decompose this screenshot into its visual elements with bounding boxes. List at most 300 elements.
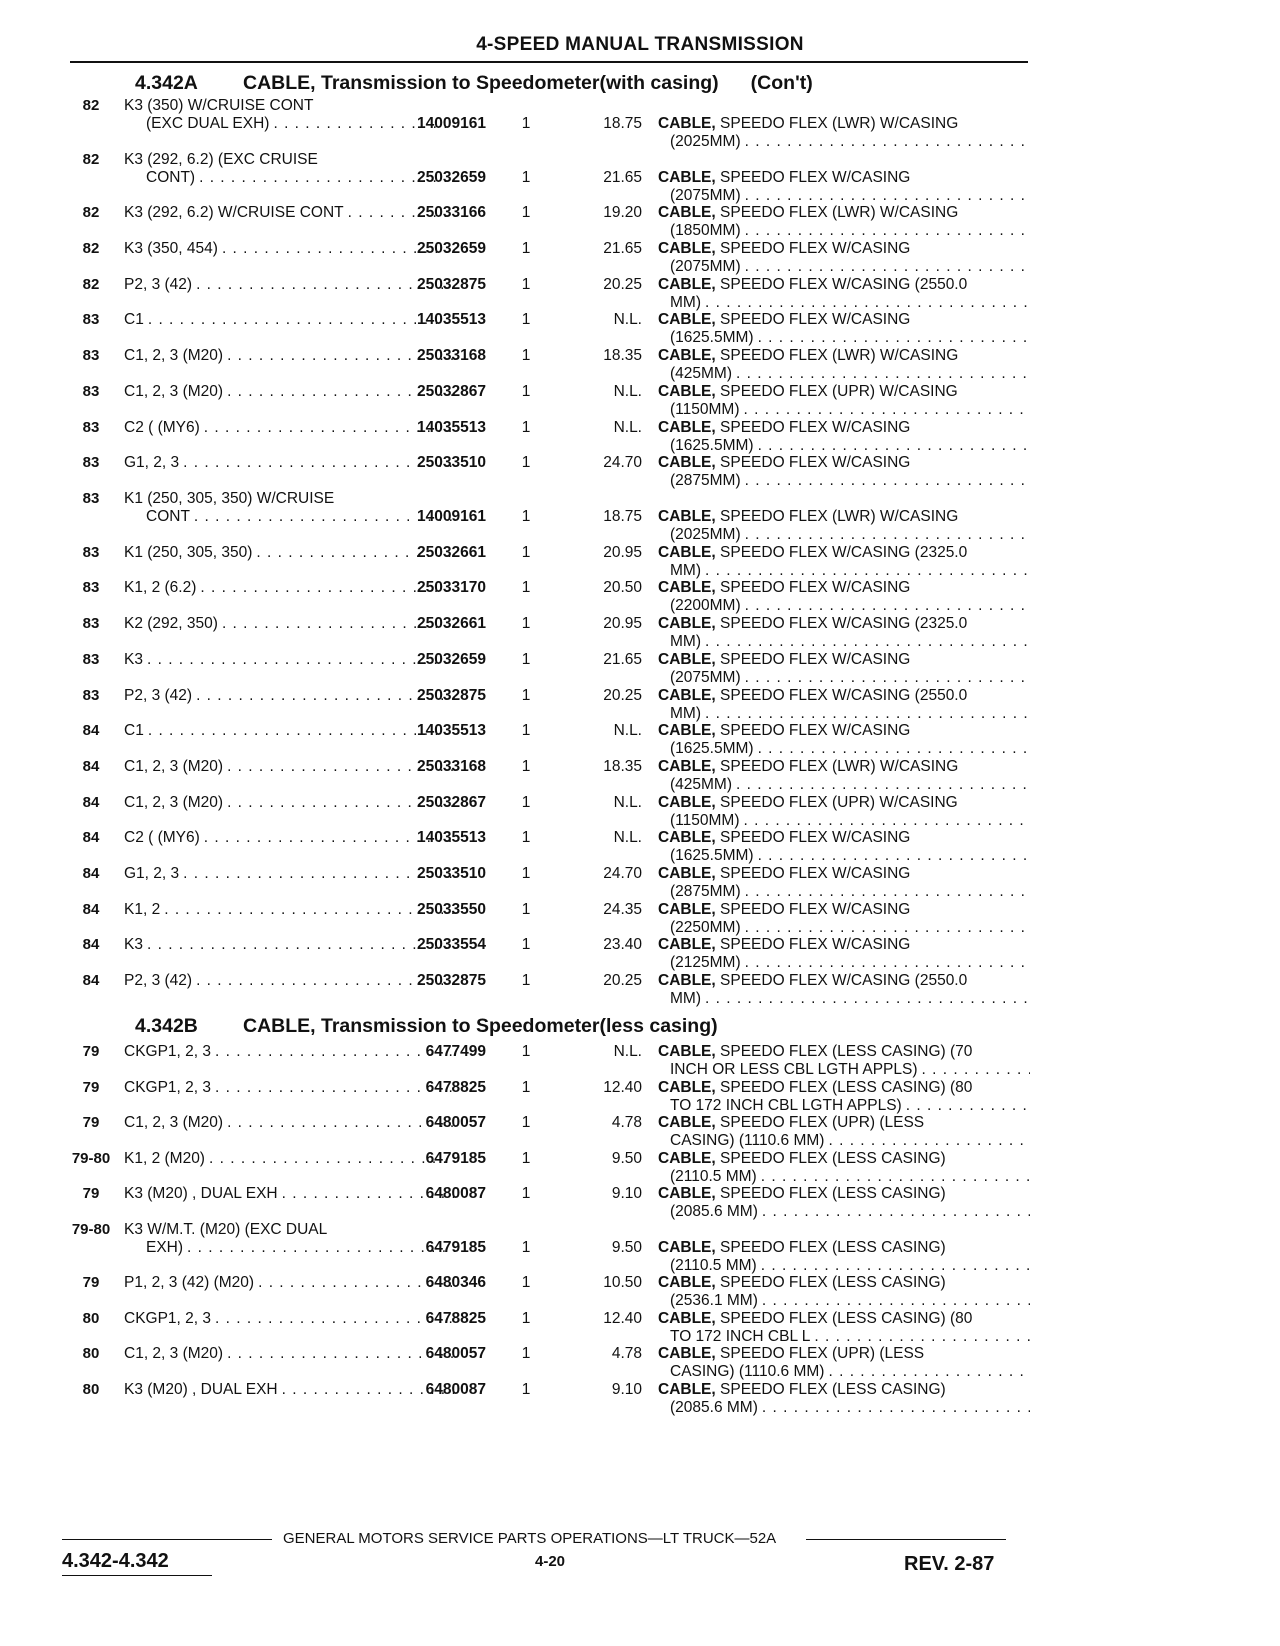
dot-leader — [758, 847, 1030, 865]
description-line — [658, 901, 1034, 919]
section-heading — [135, 72, 813, 95]
quantity: 1 — [521, 651, 531, 668]
description-line — [658, 1274, 1034, 1292]
part-number: 25033510 — [417, 454, 486, 471]
dot-leader — [705, 294, 1030, 312]
description-line — [658, 347, 1034, 365]
price: 18.75 — [603, 115, 642, 132]
part-number: 25032875 — [417, 276, 486, 293]
dot-leader — [705, 990, 1030, 1008]
description-line-text: MM) — [670, 705, 701, 722]
dot-leader — [745, 472, 1030, 490]
part-number: 25032659 — [417, 169, 486, 186]
description-text: SPEEDO FLEX W/CASING — [720, 419, 911, 436]
price: 4.78 — [611, 1345, 642, 1362]
application-line-text: C1 — [124, 722, 144, 739]
application-line-text: EXH) — [146, 1239, 184, 1256]
part-number: 14035513 — [417, 311, 486, 328]
description-line-text: (2125MM) — [670, 954, 741, 971]
price: N.L. — [613, 311, 642, 328]
description-text: SPEEDO FLEX (LESS CASING) — [720, 1150, 946, 1167]
figure-number: 83 — [82, 651, 100, 668]
description-line-text: (2085.6 MM) — [670, 1399, 758, 1416]
description-line — [658, 865, 1034, 883]
figure-number: 83 — [82, 419, 100, 436]
application-line-text: K3 — [124, 651, 143, 668]
dot-leader — [736, 776, 1030, 794]
dot-leader — [906, 1097, 1030, 1115]
figure-number: 79 — [82, 1274, 100, 1291]
dot-leader — [745, 919, 1030, 937]
dot-leader — [814, 1328, 1030, 1346]
description-line — [658, 972, 1034, 990]
dot-leader — [762, 1203, 1030, 1221]
part-number: 6479185 — [425, 1150, 486, 1167]
quantity: 1 — [521, 544, 531, 561]
table-row — [62, 1043, 1032, 1079]
part-number: 25032875 — [417, 687, 486, 704]
figure-number: 84 — [82, 972, 100, 989]
price: 23.40 — [603, 936, 642, 953]
description-noun: CABLE, — [658, 758, 716, 775]
description-cell — [658, 169, 1034, 205]
price: 10.50 — [603, 1274, 642, 1291]
description-cell — [658, 508, 1034, 544]
description-cell — [658, 454, 1034, 490]
price: 9.10 — [611, 1185, 642, 1202]
price: 24.70 — [603, 454, 642, 471]
description-line — [658, 1292, 1034, 1310]
application-line-text: (EXC DUAL EXH) — [146, 115, 270, 132]
application-line-text: K2 (292, 350) — [124, 615, 218, 632]
description-text: SPEEDO FLEX (UPR) (LESS — [720, 1114, 925, 1131]
dot-leader — [705, 705, 1030, 723]
dot-leader — [758, 740, 1030, 758]
footer-rule-bottom — [62, 1575, 212, 1576]
description-line-text: (2025MM) — [670, 526, 741, 543]
description-noun: CABLE, — [658, 311, 716, 328]
description-cell — [658, 419, 1034, 455]
description-text: SPEEDO FLEX (LWR) W/CASING — [720, 115, 959, 132]
description-line-text: (2075MM) — [670, 258, 741, 275]
part-number: 25032659 — [417, 240, 486, 257]
description-noun: CABLE, — [658, 722, 716, 739]
section-title: CABLE, Transmission to Speedometer(less casing) — [243, 1015, 718, 1037]
description-line — [658, 1203, 1034, 1221]
description-line-text: MM) — [670, 990, 701, 1007]
price: 18.35 — [603, 347, 642, 364]
quantity: 1 — [521, 276, 531, 293]
application-line: K3 (350) W/CRUISE CONT — [124, 97, 314, 114]
quantity: 1 — [521, 829, 531, 846]
price: 18.75 — [603, 508, 642, 525]
figure-number: 79-80 — [71, 1150, 111, 1167]
application-line-text: C1, 2, 3 (M20) — [124, 383, 224, 400]
quantity: 1 — [521, 454, 531, 471]
description-line — [658, 990, 1034, 1008]
part-number: 25032659 — [417, 651, 486, 668]
dot-leader — [761, 1168, 1030, 1186]
dot-leader — [762, 1399, 1030, 1417]
description-line — [658, 722, 1034, 740]
description-line — [658, 936, 1034, 954]
dot-leader — [745, 669, 1030, 687]
quantity: 1 — [521, 1114, 531, 1131]
description-line — [658, 472, 1034, 490]
section-code: 4.342A — [135, 72, 198, 94]
description-line — [658, 187, 1034, 205]
description-text: SPEEDO FLEX (LESS CASING) (70 — [720, 1043, 973, 1060]
dot-leader — [762, 1292, 1030, 1310]
description-line-text: TO 172 INCH CBL L — [670, 1328, 811, 1345]
price: 21.65 — [603, 651, 642, 668]
description-noun: CABLE, — [658, 1239, 716, 1256]
figure-number: 82 — [82, 151, 100, 168]
description-line — [658, 579, 1034, 597]
quantity: 1 — [521, 1274, 531, 1291]
description-text: SPEEDO FLEX (LESS CASING) — [720, 1185, 946, 1202]
figure-number: 84 — [82, 722, 100, 739]
description-line — [658, 1381, 1034, 1399]
dot-leader — [745, 526, 1030, 544]
part-number: 14035513 — [417, 722, 486, 739]
description-line — [658, 311, 1034, 329]
quantity: 1 — [521, 758, 531, 775]
table-row — [62, 97, 1032, 150]
description-cell — [658, 240, 1034, 276]
description-line — [658, 1097, 1034, 1115]
application-line-text: CKGP1, 2, 3 — [124, 1310, 212, 1327]
application-line: K1 (250, 305, 350) W/CRUISE — [124, 490, 335, 507]
description-cell — [658, 579, 1034, 615]
table-row — [62, 901, 1032, 937]
application-line-text: CONT) — [146, 169, 196, 186]
quantity: 1 — [521, 115, 531, 132]
description-line — [658, 829, 1034, 847]
description-cell — [658, 901, 1034, 937]
figure-number: 80 — [82, 1310, 100, 1327]
section-title: CABLE, Transmission to Speedometer(with casing) — [243, 72, 719, 94]
description-text: SPEEDO FLEX (LESS CASING) — [720, 1274, 946, 1291]
description-line — [658, 1168, 1034, 1186]
dot-leader — [745, 133, 1030, 151]
application-line-text: CONT — [146, 508, 190, 525]
description-line — [658, 222, 1034, 240]
description-line — [658, 1114, 1034, 1132]
figure-number: 79-80 — [71, 1221, 111, 1238]
part-number: 25032661 — [417, 615, 486, 632]
description-line-text: (425MM) — [670, 776, 733, 793]
table-row — [62, 311, 1032, 347]
description-line — [658, 1239, 1034, 1257]
description-line-text: CASING) (1110.6 MM) — [670, 1132, 825, 1149]
description-line — [658, 526, 1034, 544]
description-text: SPEEDO FLEX W/CASING (2325.0 — [720, 615, 968, 632]
description-line-text: (2250MM) — [670, 919, 741, 936]
description-line — [658, 562, 1034, 580]
description-noun: CABLE, — [658, 1185, 716, 1202]
application-line-text: P2, 3 (42) — [124, 972, 193, 989]
application-line-text: K1 (250, 305, 350) — [124, 544, 253, 561]
description-noun: CABLE, — [658, 901, 716, 918]
dot-leader — [705, 562, 1030, 580]
description-noun: CABLE, — [658, 1345, 716, 1362]
quantity: 1 — [521, 1310, 531, 1327]
price: 12.40 — [603, 1079, 642, 1096]
description-text: SPEEDO FLEX (LWR) W/CASING — [720, 204, 959, 221]
description-noun: CABLE, — [658, 1310, 716, 1327]
description-text: SPEEDO FLEX (UPR) (LESS — [720, 1345, 925, 1362]
table-row — [62, 347, 1032, 383]
table-row — [62, 151, 1032, 204]
description-line-text: (1625.5MM) — [670, 329, 754, 346]
price: 24.70 — [603, 865, 642, 882]
table-row — [62, 865, 1032, 901]
description-line-text: CASING) (1110.6 MM) — [670, 1363, 825, 1380]
description-line — [658, 776, 1034, 794]
quantity: 1 — [521, 347, 531, 364]
price: 18.35 — [603, 758, 642, 775]
description-cell — [658, 865, 1034, 901]
description-line-text: (2110.5 MM) — [670, 1257, 757, 1274]
table-row — [62, 419, 1032, 455]
price: N.L. — [613, 794, 642, 811]
quantity: 1 — [521, 794, 531, 811]
description-line — [658, 919, 1034, 937]
table-row — [62, 1114, 1032, 1150]
description-cell — [658, 794, 1034, 830]
description-text: SPEEDO FLEX W/CASING (2550.0 — [720, 687, 968, 704]
quantity: 1 — [521, 169, 531, 186]
description-cell — [658, 276, 1034, 312]
description-text: SPEEDO FLEX W/CASING — [720, 901, 911, 918]
dot-leader — [758, 329, 1030, 347]
description-noun: CABLE, — [658, 508, 716, 525]
description-line — [658, 329, 1034, 347]
description-noun: CABLE, — [658, 794, 716, 811]
part-number: 25032875 — [417, 972, 486, 989]
figure-number: 84 — [82, 758, 100, 775]
price: 20.95 — [603, 544, 642, 561]
quantity: 1 — [521, 419, 531, 436]
part-number: 6480057 — [425, 1345, 486, 1362]
price: 20.25 — [603, 687, 642, 704]
application-line-text: K3 (M20) , DUAL EXH — [124, 1185, 278, 1202]
part-number: 25032867 — [417, 794, 486, 811]
description-line — [658, 1363, 1034, 1381]
section-continued: (Con't) — [750, 72, 813, 94]
price: 12.40 — [603, 1310, 642, 1327]
description-line — [658, 204, 1034, 222]
description-line — [658, 437, 1034, 455]
application-line-text: K3 (292, 6.2) W/CRUISE CONT — [124, 204, 344, 221]
table-row — [62, 454, 1032, 490]
description-cell — [658, 1079, 1034, 1115]
description-cell — [658, 936, 1034, 972]
description-line — [658, 794, 1034, 812]
description-cell — [658, 687, 1034, 723]
part-number: 25033550 — [417, 901, 486, 918]
figure-number: 79 — [82, 1114, 100, 1131]
footer-revision: REV. 2-87 — [904, 1553, 995, 1575]
quantity: 1 — [521, 972, 531, 989]
description-line — [658, 883, 1034, 901]
description-cell — [658, 1381, 1034, 1417]
title-rule — [70, 61, 1028, 63]
part-number: 25033170 — [417, 579, 486, 596]
price: N.L. — [613, 419, 642, 436]
footer-rule-left — [62, 1539, 272, 1540]
description-cell — [658, 1345, 1034, 1381]
description-line — [658, 133, 1034, 151]
figure-number: 84 — [82, 865, 100, 882]
part-number: 6480087 — [425, 1381, 486, 1398]
table-row — [62, 1079, 1032, 1115]
description-text: SPEEDO FLEX (LESS CASING) (80 — [720, 1310, 973, 1327]
description-text: SPEEDO FLEX W/CASING — [720, 169, 911, 186]
description-noun: CABLE, — [658, 240, 716, 257]
description-text: SPEEDO FLEX (LWR) W/CASING — [720, 758, 959, 775]
quantity: 1 — [521, 1150, 531, 1167]
description-line — [658, 1310, 1034, 1328]
description-line — [658, 1328, 1034, 1346]
description-line-text: (2875MM) — [670, 883, 741, 900]
description-line-text: MM) — [670, 633, 701, 650]
table-row — [62, 383, 1032, 419]
figure-number: 83 — [82, 687, 100, 704]
application-line-text: C1 — [124, 311, 144, 328]
description-line-text: (2536.1 MM) — [670, 1292, 758, 1309]
table-row — [62, 794, 1032, 830]
description-noun: CABLE, — [658, 687, 716, 704]
description-text: SPEEDO FLEX W/CASING — [720, 579, 911, 596]
section-code: 4.342B — [135, 1015, 198, 1037]
description-noun: CABLE, — [658, 169, 716, 186]
table-row — [62, 204, 1032, 240]
table-row — [62, 1150, 1032, 1186]
figure-number: 82 — [82, 276, 100, 293]
description-noun: CABLE, — [658, 1274, 716, 1291]
description-cell — [658, 115, 1034, 151]
description-text: SPEEDO FLEX W/CASING — [720, 311, 911, 328]
description-line-text: (1150MM) — [670, 812, 740, 829]
application-line-text: C1, 2, 3 (M20) — [124, 758, 224, 775]
description-line-text: (2025MM) — [670, 133, 741, 150]
description-cell — [658, 972, 1034, 1008]
figure-number: 82 — [82, 204, 100, 221]
figure-number: 79 — [82, 1043, 100, 1060]
description-line — [658, 1185, 1034, 1203]
price: 9.50 — [611, 1150, 642, 1167]
figure-number: 83 — [82, 544, 100, 561]
application-line-text: C2 ( (MY6) — [124, 829, 200, 846]
figure-number: 80 — [82, 1345, 100, 1362]
figure-number: 84 — [82, 936, 100, 953]
application-line-text: K3 (350, 454) — [124, 240, 218, 257]
table-row — [62, 1345, 1032, 1381]
quantity: 1 — [521, 865, 531, 882]
description-noun: CABLE, — [658, 276, 716, 293]
dot-leader — [745, 222, 1030, 240]
description-cell — [658, 1043, 1034, 1079]
description-line-text: (1850MM) — [670, 222, 741, 239]
application-line-text: C1, 2, 3 (M20) — [124, 794, 224, 811]
description-text: SPEEDO FLEX W/CASING — [720, 865, 911, 882]
table-row — [62, 544, 1032, 580]
dot-leader — [745, 597, 1030, 615]
figure-number: 82 — [82, 97, 100, 114]
price: 24.35 — [603, 901, 642, 918]
description-line — [658, 1345, 1034, 1363]
figure-number: 82 — [82, 240, 100, 257]
description-noun: CABLE, — [658, 1150, 716, 1167]
description-text: SPEEDO FLEX W/CASING — [720, 936, 911, 953]
price: 20.95 — [603, 615, 642, 632]
description-noun: CABLE, — [658, 1114, 716, 1131]
description-text: SPEEDO FLEX W/CASING (2550.0 — [720, 276, 968, 293]
footer-page-number: 4-20 — [534, 1553, 566, 1570]
description-line-text: (1625.5MM) — [670, 437, 754, 454]
description-line — [658, 705, 1034, 723]
description-cell — [658, 1150, 1034, 1186]
figure-number: 84 — [82, 901, 100, 918]
quantity: 1 — [521, 1043, 531, 1060]
quantity: 1 — [521, 383, 531, 400]
part-number: 25033168 — [417, 347, 486, 364]
description-cell — [658, 347, 1034, 383]
dot-leader — [743, 401, 1030, 419]
description-line — [658, 1132, 1034, 1150]
price: N.L. — [613, 383, 642, 400]
description-line — [658, 847, 1034, 865]
price: 20.25 — [603, 972, 642, 989]
description-line — [658, 651, 1034, 669]
table-row — [62, 579, 1032, 615]
description-line-text: (2075MM) — [670, 187, 741, 204]
description-cell — [658, 1310, 1034, 1346]
description-line — [658, 954, 1034, 972]
quantity: 1 — [521, 1185, 531, 1202]
application-line-text: P1, 2, 3 (42) (M20) — [124, 1274, 255, 1291]
description-cell — [658, 1114, 1034, 1150]
part-number: 25032661 — [417, 544, 486, 561]
description-text: SPEEDO FLEX W/CASING — [720, 240, 911, 257]
description-line — [658, 633, 1034, 651]
table-row — [62, 758, 1032, 794]
description-cell — [658, 1239, 1034, 1275]
description-line — [658, 544, 1034, 562]
quantity: 1 — [521, 687, 531, 704]
description-cell — [658, 829, 1034, 865]
application-line-text: C1, 2, 3 (M20) — [124, 1114, 224, 1131]
description-noun: CABLE, — [658, 204, 716, 221]
description-line — [658, 508, 1034, 526]
dot-leader — [828, 1132, 1030, 1150]
application-line-text: CKGP1, 2, 3 — [124, 1043, 212, 1060]
figure-number: 79 — [82, 1079, 100, 1096]
quantity: 1 — [521, 240, 531, 257]
description-line-text: INCH OR LESS CBL LGTH APPLS) — [670, 1061, 918, 1078]
footer-section-range: 4.342-4.342 — [62, 1550, 169, 1572]
figure-number: 83 — [82, 490, 100, 507]
description-noun: CABLE, — [658, 972, 716, 989]
description-cell — [658, 204, 1034, 240]
description-line — [658, 419, 1034, 437]
description-line-text: TO 172 INCH CBL LGTH APPLS) — [670, 1097, 902, 1114]
quantity: 1 — [521, 508, 531, 525]
description-noun: CABLE, — [658, 865, 716, 882]
description-line — [658, 401, 1034, 419]
